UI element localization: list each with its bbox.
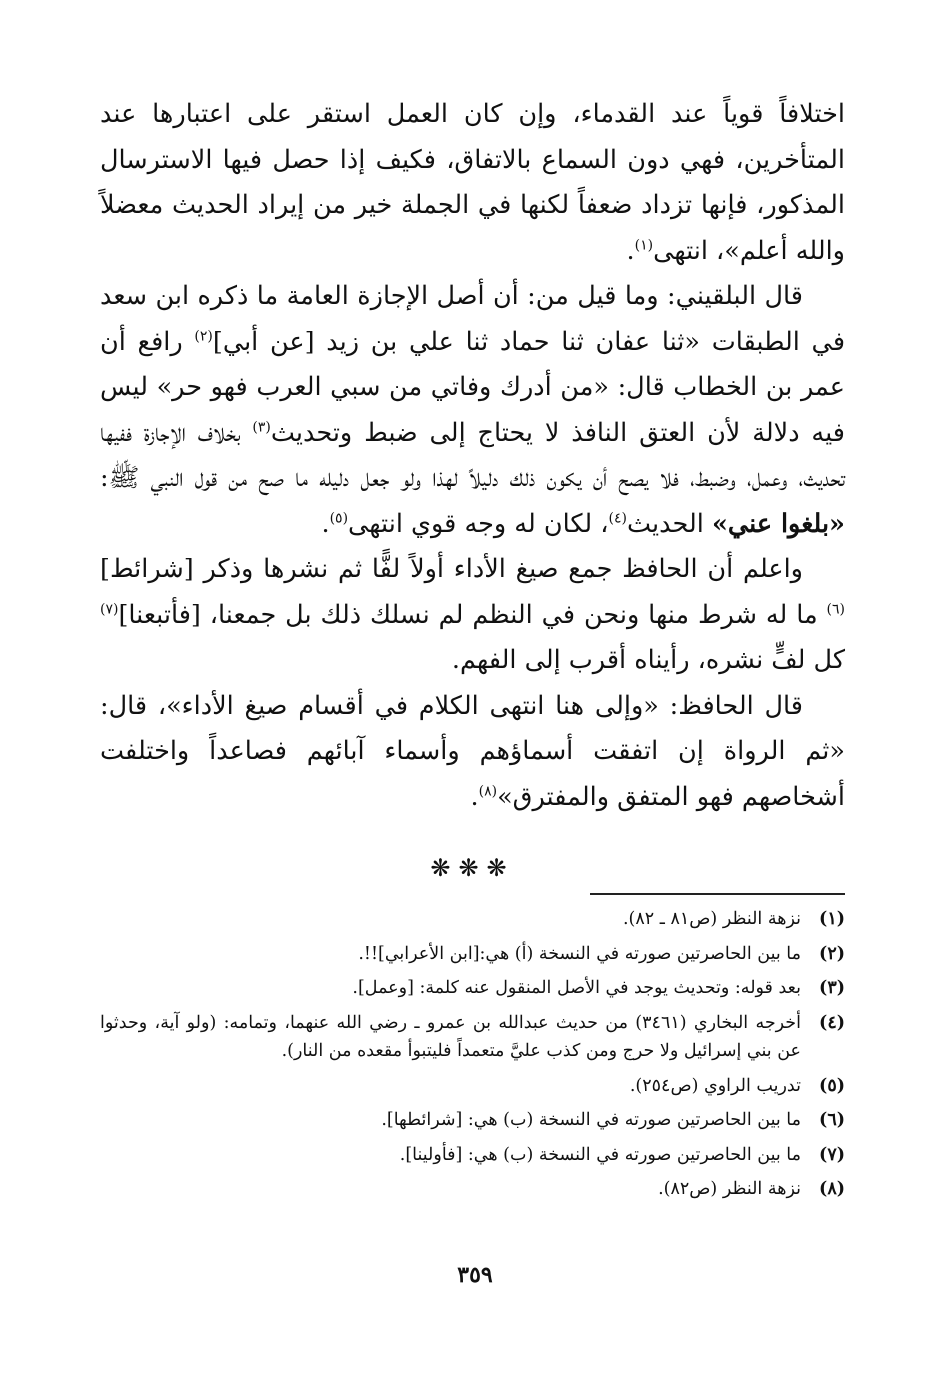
footnote-text: أخرجه البخاري (٣٤٦١) من حديث عبدالله بن عمرو ـ رضي الله عنهما، وتمامه: (ولو آية، وحدثوا عن بني إسرائيل ولا حرج ومن كذب عليَّ متعمداً فليتبوأ مقعده من النار). <box>100 1012 801 1061</box>
footnotes <box>100 905 845 1210</box>
footnote-text: نزهة النظر (ص٨١ ـ ٨٢). <box>622 909 801 929</box>
footnote-number: (١) <box>819 909 845 929</box>
paragraph-2-text-4: الحديث <box>627 508 712 539</box>
footnote-text: ما بين الحاصرتين صورته في النسخة (ب) هي: [فأولينا]. <box>399 1144 801 1165</box>
footnote-ref-2[interactable]: (٢) <box>194 328 213 344</box>
main-text <box>100 92 845 820</box>
footnote-ref-4[interactable]: (٤) <box>608 510 628 526</box>
footnote-number: (٣) <box>819 978 845 998</box>
paragraph-2 <box>100 274 845 547</box>
footnote-3 <box>100 974 845 1003</box>
paragraph-3 <box>100 547 845 684</box>
footnote-ref-1[interactable]: (١) <box>634 237 654 253</box>
footnote-ref-8[interactable]: (٨) <box>478 783 498 799</box>
footnote-number: (٢) <box>819 943 845 964</box>
footnote-ref-5[interactable]: (٥) <box>329 510 349 526</box>
footnote-ref-6[interactable]: (٦) <box>826 601 845 617</box>
footnote-divider <box>590 893 845 895</box>
footnote-ref-7[interactable]: (٧) <box>100 601 119 617</box>
hadith-quote: «بلغوا عني» <box>711 508 845 539</box>
paragraph-1-text-1: اختلافاً قوياً عند القدماء، وإن كان العمل استقر على اعتبارها عند المتأخرين، فهي دون السماع بالاتفاق، فكيف إذا حصل فيها الاسترسال المذكور، فإنها تزداد ضعفاً لكنها في الجملة خير من إيراد الحديث معضلاً والله أعلم»، انتهى <box>100 99 845 266</box>
paragraph-2-text-3: بخلاف الإجازة ففيها تحديث، وعمل، وضبط، فلا يصح أن يكون ذلك دليلاً لهذا ولو جعل دليله ما صح من قول النبي ﷺ: <box>100 417 845 493</box>
footnote-7 <box>100 1141 845 1170</box>
footnote-ref-3[interactable]: (٣) <box>252 419 271 435</box>
paragraph-3-text-3: كل لفٍّ نشره، رأيناه أقرب إلى الفهم. <box>451 645 845 675</box>
page-body <box>100 92 845 888</box>
paragraph-3-text-1: واعلم أن الحافظ جمع صيغ الأداء أولاً لفًّا ثم نشرها وذكر [شرائط] <box>100 554 803 584</box>
footnote-4 <box>100 1009 845 1066</box>
footnote-5 <box>100 1072 845 1101</box>
footnote-text: ما بين الحاصرتين صورته في النسخة (ب) هي: [شرائطها]. <box>381 1110 801 1130</box>
footnote-8 <box>100 1175 845 1204</box>
footnote-6 <box>100 1106 845 1135</box>
footnote-number: (٤) <box>819 1012 845 1033</box>
footnote-text: بعد قوله: وتحديث يوجد في الأصل المنقول عنه كلمة: [وعمل]. <box>352 978 801 998</box>
footnote-text: تدريب الراوي (ص٢٥٤). <box>629 1075 801 1096</box>
paragraph-1 <box>100 92 845 274</box>
paragraph-2-text-2: رافع أن عمر بن الخطاب قال: «من أدرك وفاتي من سبي العرب فهو حر» ليس فيه دلالة لأن العتق النافذ لا يحتاج إلى ضبط وتحديث <box>100 326 845 448</box>
section-separator: ❋❋❋ <box>430 854 515 882</box>
paragraph-2-text-6: . <box>321 508 330 539</box>
footnote-number: (٦) <box>819 1110 845 1130</box>
footnote-number: (٥) <box>819 1075 845 1096</box>
page-number: ٣٥٩ <box>457 1262 493 1288</box>
paragraph-3-text-2: ما له شرط منها ونحن في النظم لم نسلك ذلك بل جمعنا، [فأتبعنا] <box>118 599 827 630</box>
paragraph-4-text-1: قال الحافظ: «وإلى هنا انتهى الكلام في أقسام صيغ الأداء»، قال: «ثم الرواة إن اتفقت أسماؤهم وأسماء آبائهم فصاعداً واختلفت أشخاصهم فهو المتفق والمفترق» <box>100 690 845 812</box>
paragraph-2-text-1: قال البلقيني: وما قيل من: أن أصل الإجازة العامة ما ذكره ابن سعد في الطبقات «ثنا عفان ثنا حماد ثنا علي بن زيد [عن أبي] <box>100 281 846 357</box>
paragraph-4-text-2: . <box>470 781 479 812</box>
paragraph-1-text-2: . <box>626 235 635 266</box>
paragraph-2-text-5: ، لكان له وجه قوي انتهى <box>348 508 609 539</box>
footnote-number: (٧) <box>819 1144 845 1165</box>
footnote-number: (٨) <box>819 1179 845 1199</box>
paragraph-4 <box>100 684 845 821</box>
footnote-1 <box>100 905 845 934</box>
footnote-2 <box>100 940 845 969</box>
footnote-text: نزهة النظر (ص٨٢). <box>658 1179 801 1199</box>
footnote-text: ما بين الحاصرتين صورته في النسخة (أ) هي:[ابن الأعرابي]!!. <box>358 943 801 964</box>
